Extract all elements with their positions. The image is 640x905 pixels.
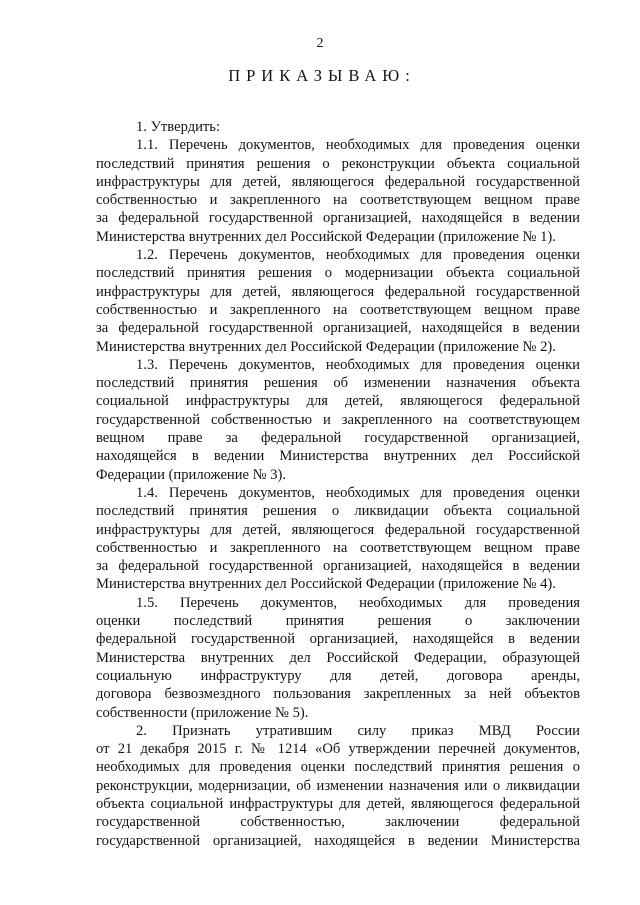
text-line: от 21 декабря 2015 г. № 1214 «Об утверждении перечней документов, [96, 741, 580, 758]
text-line: оценки последствий принятия решения о заключении [96, 613, 580, 630]
text-line: последствий принятия решения о ликвидации объекта социальной [96, 503, 580, 520]
text-line: договора безвозмездного пользования закрепленных за ней объектов [96, 686, 580, 703]
text-line: собственностью и закрепленного на соответствующем вещном праве [96, 192, 580, 209]
text-line: государственной собственностью и закрепленного на соответствующем [96, 411, 580, 428]
text-line: 1.2. Перечень документов, необходимых для проведения оценки [136, 247, 580, 264]
clause-2 [96, 246, 580, 356]
order-body [96, 118, 580, 850]
text-line: социальную инфраструктуру для детей, договора аренды, [96, 667, 580, 684]
text-line: вещном праве за федеральной государственной организацией, [96, 430, 580, 447]
text-line: Министерства внутренних дел Российской Федерации (приложение № 2). [96, 338, 556, 355]
text-line: находящейся в ведении Министерства внутренних дел Российской [96, 448, 580, 465]
text-line: 1.5. Перечень документов, необходимых для проведения [136, 594, 580, 611]
text-line: инфраструктуры для детей, являющегося федеральной государственной [96, 173, 580, 190]
text-line: 1.1. Перечень документов, необходимых для проведения оценки [136, 137, 580, 154]
text-line: инфраструктуры для детей, являющегося федеральной государственной [96, 283, 580, 300]
text-line: реконструкции, модернизации, об изменении назначения или о ликвидации [96, 777, 580, 794]
clause-6 [96, 722, 580, 850]
text-line: Федерации (приложение № 3). [96, 466, 287, 483]
clause-approve [96, 118, 580, 136]
text-line: собственностью и закрепленного на соответствующем вещном праве [96, 539, 580, 556]
text-line: Министерства внутренних дел Российской Федерации (приложение № 1). [96, 228, 556, 245]
text-line: 1.4. Перечень документов, необходимых для проведения оценки [136, 484, 580, 501]
text-line: государственной организацией, находящейся в ведении Министерства [96, 832, 580, 849]
text-line: собственностью и закрепленного на соответствующем вещном праве [96, 301, 580, 318]
text-line: последствий принятия решения об изменении назначения объекта [96, 375, 580, 392]
clause-5 [96, 594, 580, 722]
clause-4 [96, 484, 580, 594]
page-number: 2 [316, 36, 324, 51]
text-line: последствий принятия решения о реконструкции объекта социальной [96, 155, 580, 172]
text-line: 2. Признать утратившим силу приказ МВД России [136, 722, 580, 739]
text-line: государственной собственностью, заключении федеральной [96, 814, 580, 831]
text-line: федеральной государственной организацией, находящейся в ведении [96, 631, 580, 648]
text-line: 1. Утвердить: [136, 119, 221, 135]
text-line: Министерства внутренних дел Российской Федерации (приложение № 4). [96, 576, 556, 593]
text-line: 1.3. Перечень документов, необходимых для проведения оценки [136, 356, 580, 373]
text-line: социальной инфраструктуры для детей, являющегося федеральной [96, 393, 580, 410]
clause-1 [96, 136, 580, 246]
text-line: собственности (приложение № 5). [96, 704, 309, 721]
text-line: последствий принятия решения о модернизации объекта социальной [96, 265, 580, 282]
text-line: Министерства внутренних дел Российской Федерации, образующей [96, 649, 580, 666]
text-line: инфраструктуры для детей, являющегося федеральной государственной [96, 521, 580, 538]
text-line: за федеральной государственной организацией, находящейся в ведении [96, 320, 580, 337]
text-line: необходимых для проведения оценки последствий принятия решения о [96, 759, 580, 776]
text-line: за федеральной государственной организацией, находящейся в ведении [96, 558, 580, 575]
text-line: за федеральной государственной организацией, находящейся в ведении [96, 210, 580, 227]
text-line: объекта социальной инфраструктуры для детей, являющегося федеральной [96, 795, 580, 812]
order-heading: ПРИКАЗЫВАЮ: [228, 66, 416, 85]
clause-3 [96, 356, 580, 484]
